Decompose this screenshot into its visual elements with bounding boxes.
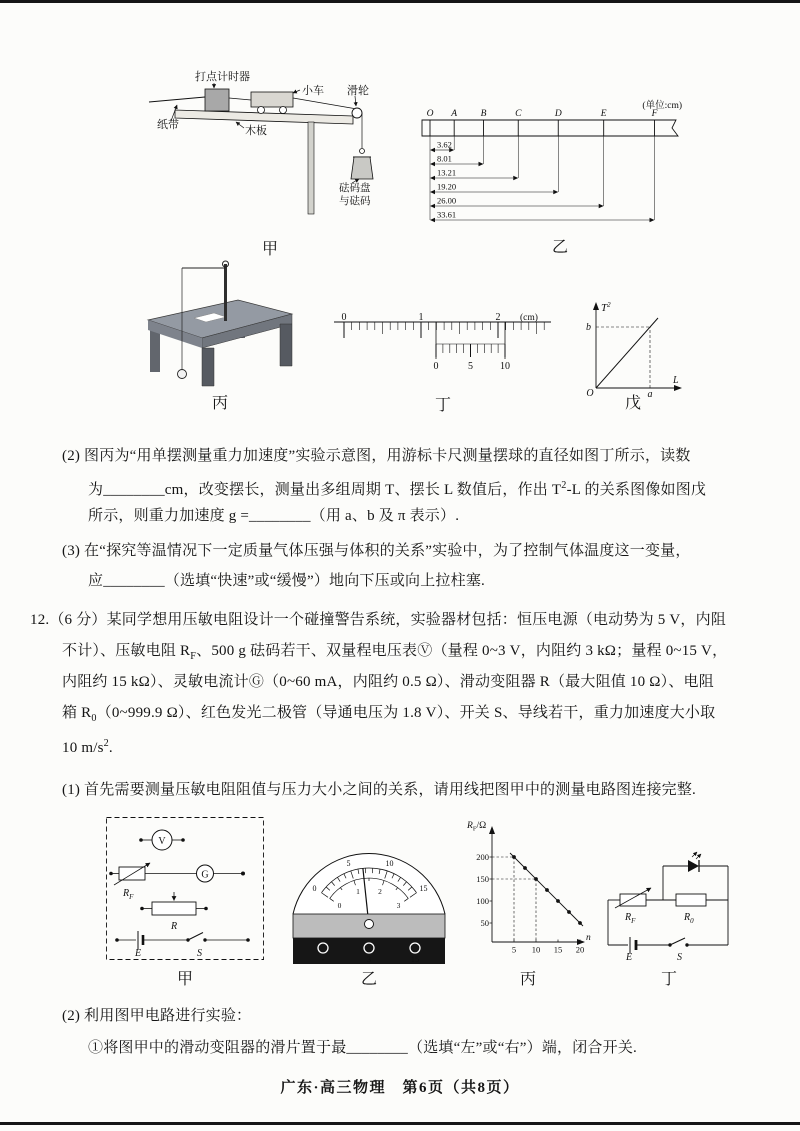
- pendulum-bob: [178, 370, 187, 379]
- weight-stack: [351, 157, 373, 179]
- pressure-resistor: [119, 867, 145, 880]
- outer-15: 15: [419, 884, 428, 893]
- terminal-dot: [241, 872, 245, 876]
- x-axis-label: L: [673, 375, 679, 386]
- t2-l-graph: [576, 298, 688, 398]
- table-leg: [202, 348, 214, 386]
- caption-jia: 甲: [261, 241, 278, 258]
- needle-pivot: [365, 920, 374, 929]
- question-12-part-2-1: ①将图甲中的滑动变阻器的滑片置于最________（选填“左”或“右”）端，闭合开关.: [88, 1040, 637, 1056]
- question-12-line-5: 10 $m/s^2$.: [62, 738, 113, 756]
- question-12-line-2: 不计）、压敏电阻 $R_F$、500 g 砝码若干、双量程电压表Ⓥ（量程 0~3 V，内阻约 3 kΩ；量程 0~15 V，: [62, 643, 728, 662]
- pendulum-diagram: [140, 260, 300, 390]
- inner-0: 0: [337, 901, 342, 910]
- led-emission-arrow: [696, 854, 701, 859]
- caption-bing2: 丙: [519, 971, 536, 988]
- caption-ding: 丁: [434, 397, 451, 414]
- svg-text:26.00: 26.00: [437, 195, 457, 206]
- support-post: [308, 122, 314, 214]
- rf-n-graph: [464, 812, 592, 962]
- pulley-wheel: [352, 108, 362, 118]
- fit-line: [596, 318, 658, 388]
- terminal-label-3: 3: [366, 954, 372, 964]
- terminal-dot: [140, 907, 144, 911]
- svg-text:3.62: 3.62: [437, 139, 452, 150]
- vernier-diagram: [330, 312, 555, 390]
- figure-ding-vernier: [330, 312, 556, 416]
- svg-text:C: C: [515, 109, 522, 119]
- caption-jia2: 甲: [176, 971, 193, 988]
- inner-1: 1: [356, 887, 360, 896]
- warning-circuit-diagram: [600, 846, 738, 966]
- scan-edge-bottom: [0, 1122, 800, 1125]
- question-3-line-2: 应________（选填“快速”或“缓慢”）地向下压或向上拉柱塞.: [88, 573, 485, 589]
- caption-bing: 丙: [211, 395, 228, 412]
- label-weights-1: 砝码盘: [339, 183, 371, 194]
- figure-bing2-graph: [464, 812, 592, 992]
- terminal-label-15: 15: [410, 954, 420, 964]
- cart-wheel: [258, 107, 265, 114]
- figure-ding2-circuit: [600, 846, 738, 992]
- apparatus-diagram: [145, 58, 395, 223]
- main-scale-ticks: [344, 322, 544, 338]
- x-axis-label: n: [586, 933, 591, 943]
- led-diode: [688, 860, 699, 872]
- y-axis-label: $R_F/\Omega$: [467, 821, 487, 833]
- scan-edge-top: [0, 0, 800, 3]
- stand-rod: [224, 264, 227, 321]
- terminal-dot: [204, 907, 208, 911]
- ytick-100: 100: [476, 896, 489, 906]
- vernier-0: 0: [433, 361, 439, 372]
- table-leg: [280, 324, 292, 366]
- resistance-box: [676, 894, 706, 906]
- question-2-line-3: 所示，则重力加速度 g =________（用 a、b 及 π 表示）.: [88, 508, 460, 524]
- question-2-line-1: (2) 图丙为“用单摆测量重力加速度”实验示意图，用游标卡尺测量摆球的直径如图丁所示，读数: [62, 448, 691, 464]
- figure-yi-tape: [420, 98, 700, 260]
- tape-unit-label: (单位:cm): [642, 101, 682, 111]
- inner-3: 3: [396, 901, 401, 910]
- switch-label: S: [197, 948, 202, 959]
- question-3-line-1: (3) 在“探究等温情况下一定质量气体压强与体积的关系”实验中，为了控制气体温度这一变量，: [62, 543, 691, 559]
- xtick-20: 20: [575, 944, 585, 955]
- terminal-15v: [410, 943, 420, 953]
- terminal-dot: [139, 838, 143, 842]
- y-axis-label: $T^2$: [601, 301, 611, 314]
- vernier-10: 10: [500, 361, 510, 372]
- pressure-resistor-label: $R_F$: [625, 912, 636, 925]
- main-scale-2: 2: [495, 312, 501, 323]
- question-12-line-4: 箱 $R_0(0\sim 999.9$ Ω）、红色发光二极管（导通电压为 1.8 V）、开关 S、导线若干，重力加速度大小取: [62, 705, 716, 724]
- scale-unit: (cm): [520, 313, 538, 323]
- dashed-frame: [107, 818, 264, 960]
- svg-text:13.21: 13.21: [437, 167, 457, 178]
- svg-text:O: O: [426, 109, 434, 119]
- b-mark: b: [586, 322, 591, 333]
- terminal-dot: [181, 838, 185, 842]
- label-cart: 小车: [302, 85, 324, 97]
- ytick-150: 150: [476, 874, 489, 884]
- outer-10: 10: [385, 859, 394, 868]
- xtick-10: 10: [531, 944, 541, 955]
- vernier-scale-ticks: [436, 344, 505, 357]
- a-mark: a: [647, 389, 653, 398]
- xtick-5: 5: [511, 944, 517, 955]
- dot-timer: [205, 89, 229, 111]
- question-12-line-1: 12.（6 分）某同学想用压敏电阻设计一个碰撞警告系统，实验器材包括：恒压电源（电动势为 5 V，内阻: [30, 612, 727, 628]
- battery-label: E: [135, 948, 142, 959]
- battery-label: E: [626, 952, 633, 963]
- svg-text:33.61: 33.61: [437, 209, 457, 220]
- tape-diagram: [420, 98, 700, 228]
- svg-text:B: B: [480, 109, 487, 119]
- voltmeter-label: V: [158, 836, 166, 847]
- main-scale-0: 0: [341, 312, 347, 323]
- label-pulley: 滑轮: [347, 85, 369, 97]
- figure-wu-graph: [576, 298, 690, 414]
- label-weights-2: 与砝码: [339, 196, 371, 207]
- string: [293, 98, 354, 109]
- table-leg: [150, 330, 160, 372]
- figure-bing-pendulum: [140, 260, 300, 416]
- svg-text:D: D: [554, 109, 562, 119]
- outer-5: 5: [346, 859, 351, 868]
- rheostat-label: R: [171, 921, 178, 932]
- y-axis-arrow: [489, 826, 495, 834]
- caption-yi2: 乙: [360, 971, 377, 988]
- galvanometer-label: G: [201, 869, 209, 881]
- terminal-negative: [318, 943, 328, 953]
- resistance-box-label: $R_0$: [684, 912, 694, 925]
- outer-0: 0: [312, 884, 317, 893]
- svg-text:8.01: 8.01: [437, 153, 452, 164]
- cart: [251, 92, 293, 107]
- svg-text:E: E: [600, 109, 607, 119]
- page-footer: 广东·高三物理 第6页（共8页）: [280, 1080, 520, 1096]
- figure-yi2-meter: [283, 814, 455, 992]
- pressure-resistor-label: $R_F$: [123, 888, 134, 901]
- question-12-part-1: (1) 首先需要测量压敏电阻阻值与压力大小之间的关系，请用线把图甲中的测量电路图连接完整.: [62, 782, 696, 798]
- caption-ding2: 丁: [660, 971, 677, 988]
- main-scale-1: 1: [418, 312, 424, 323]
- vernier-5: 5: [468, 361, 473, 372]
- label-tape: 纸带: [157, 119, 179, 131]
- svg-text:19.20: 19.20: [437, 181, 457, 192]
- caption-wu: 戊: [624, 395, 641, 412]
- meter-face-diagram: [283, 814, 455, 966]
- xtick-15: 15: [553, 944, 563, 955]
- terminal-dot: [109, 872, 113, 876]
- measuring-circuit-diagram: [105, 816, 265, 961]
- figure-jia-apparatus: [145, 58, 395, 260]
- switch-label: S: [677, 952, 682, 963]
- figure-jia2-circuit: [105, 816, 265, 992]
- ytick-200: 200: [476, 852, 489, 862]
- switch-blade: [670, 938, 685, 945]
- terminal-dot: [246, 938, 250, 942]
- pressure-resistor: [620, 894, 646, 906]
- terminal-3v: [364, 943, 374, 953]
- label-board: 木板: [245, 125, 267, 137]
- led-emission-arrow: [692, 852, 697, 857]
- cart-wheel: [280, 107, 287, 114]
- question-12-part-2: (2) 利用图甲电路进行实验：: [62, 1008, 252, 1024]
- ytick-50: 50: [480, 918, 489, 928]
- caption-yi: 乙: [551, 239, 568, 256]
- hook: [360, 149, 365, 154]
- rheostat: [152, 902, 196, 915]
- svg-text:F: F: [651, 109, 658, 119]
- paper-tape-band: [422, 120, 678, 136]
- y-axis-arrow: [593, 302, 599, 310]
- svg-text:A: A: [451, 109, 458, 119]
- paper-tape: [149, 97, 205, 102]
- terminal-label-neg: -: [321, 954, 325, 964]
- switch-blade: [188, 933, 203, 941]
- tape-measurements: [427, 109, 658, 222]
- origin-label: O: [586, 388, 594, 398]
- inner-2: 2: [378, 887, 382, 896]
- question-2-line-2: 为________cm，改变摆长，测量出多组周期 T、摆长 L 数值后，作出 $T^2-L$ 的关系图像如图戊: [88, 480, 707, 498]
- label-timer: 打点计时器: [195, 71, 250, 83]
- question-12-line-3: 内阻约 15 kΩ）、灵敏电流计Ⓖ（0~60 mA，内阻约 0.5 Ω）、滑动变阻器 R（最大阻值 10 Ω）、电阻: [62, 674, 714, 690]
